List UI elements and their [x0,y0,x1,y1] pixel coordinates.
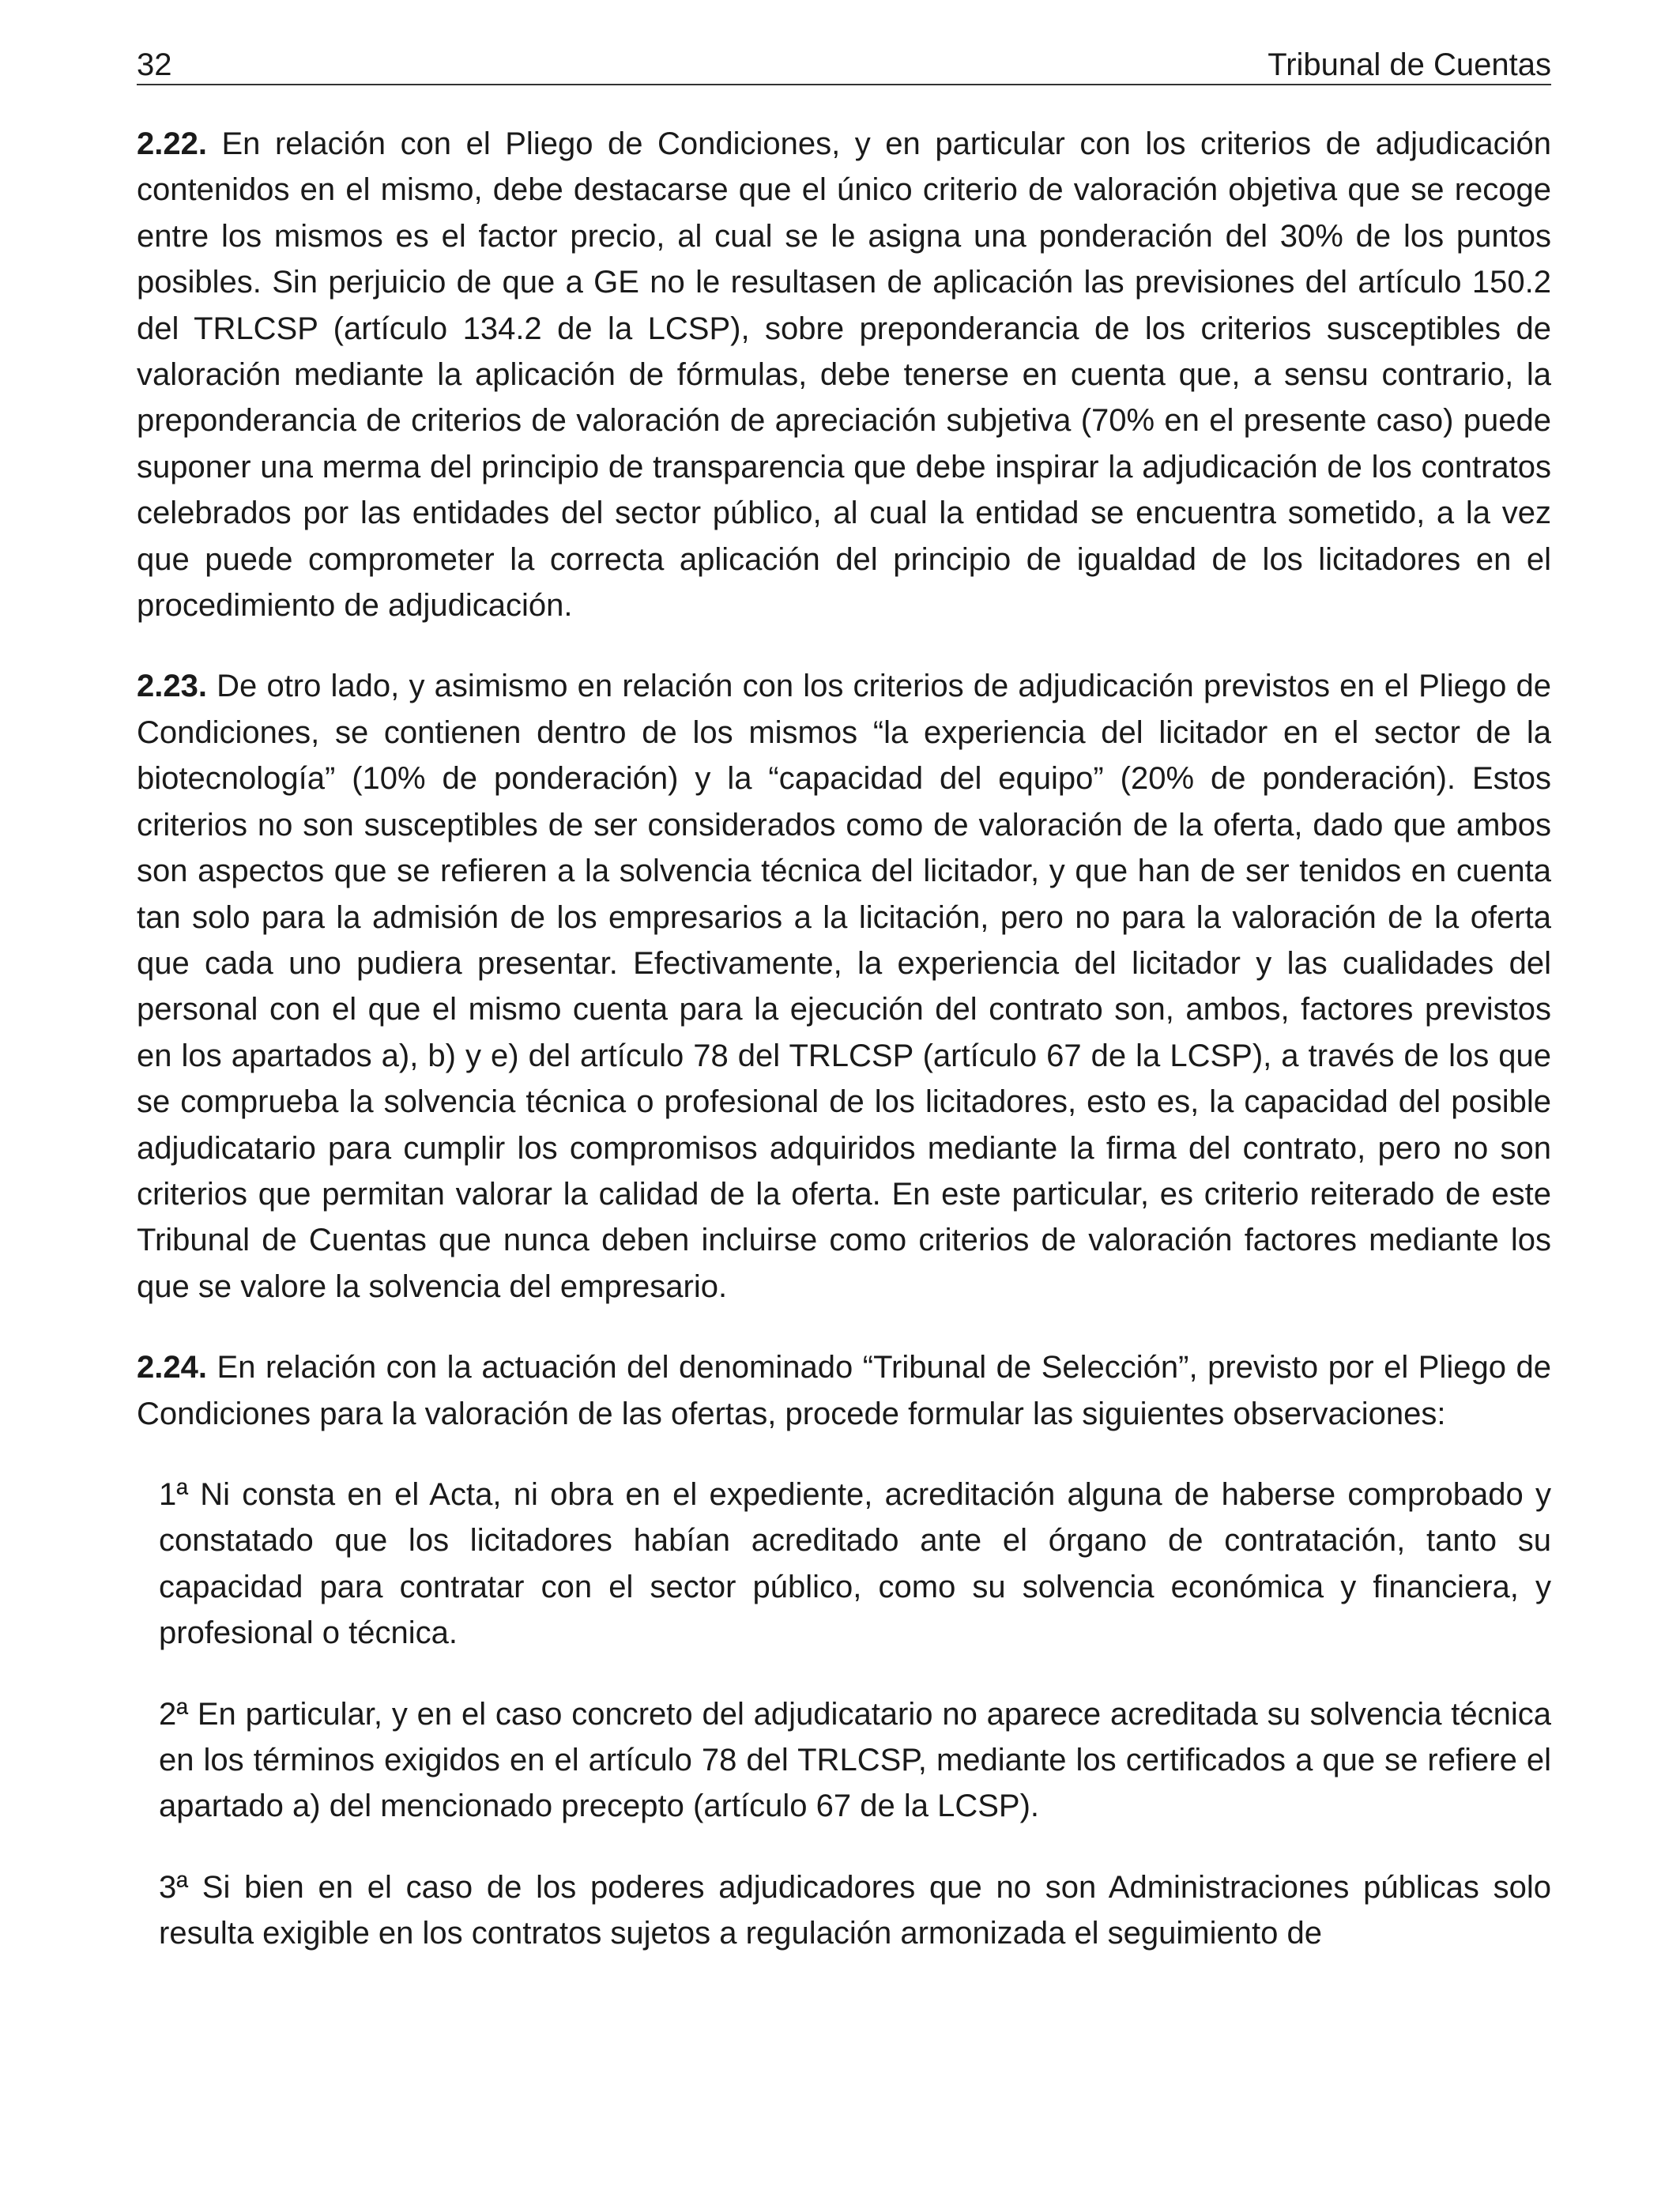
paragraph-number: 2.23. [137,669,217,704]
paragraph-2-24 [137,1344,1551,1437]
paragraph-text: En relación con el Pliego de Condiciones, y en particular con los criterios de adjudicación contenidos en el mismo, debe destacarse que el único criterio de valoración objetiva que se recoge entre los mismos es el factor precio, al cual se le asigna una ponderación del 30% de los puntos posibles. Sin perjuicio de que a GE no le resultasen de aplicación las previsiones del artículo 150.2 del TRLCSP (artículo 134.2 de la LCSP), sobre preponderancia de los criterios susceptibles de valoración mediante la aplicación de fórmulas, debe tenerse en cuenta que, a sensu contrario, la preponderancia de criterios de valoración de apreciación subjetiva (70% en el presente caso) puede suponer una merma del principio de transparencia que debe inspirar la adjudicación de los contratos celebrados por las entidades del sector público, al cual la entidad se encuentra sometido, a la vez que puede comprometer la correcta aplicación del principio de igualdad de los licitadores en el procedimiento de adjudicación. [137,126,1552,624]
paragraph-number: 2.22. [137,126,222,161]
page-number: 32 [137,47,172,82]
paragraph-text: De otro lado, y asimismo en relación con los criterios de adjudicación previstos en el Pliego de Condiciones, se contienen dentro de los mismos “la experiencia del licitador en el sector de la biotecnología” (10% de ponderación) y la “capacidad del equipo” (20% de ponderación). Estos criterios no son susceptibles de ser considerados como de valoración de la oferta, dado que ambos son aspectos que se refieren a la solvencia técnica del licitador, y que han de ser tenidos en cuenta tan solo para la admisión de los empresarios a la licitación, pero no para la valoración de la oferta que cada uno pudiera presentar. Efectivamente, la experiencia del licitador y las cualidades del personal con el que el mismo cuenta para la ejecución del contrato son, ambos, factores previstos en los apartados a), b) y e) del artículo 78 del TRLCSP (artículo 67 de la LCSP), a través de los que se comprueba la solvencia técnica o profesional de los licitadores, esto es, la capacidad del posible adjudicatario para cumplir los compromisos adquiridos mediante la firma del contrato, pero no son criterios que permitan valorar la calidad de la oferta. En este particular, es criterio reiterado de este Tribunal de Cuentas que nunca deben incluirse como criterios de valoración factores mediante los que se valore la solvencia del empresario. [137,669,1551,1304]
page-header [137,40,1551,85]
paragraph-text: En relación con la actuación del denominado “Tribunal de Selección”, previsto por el Pliego de Condiciones para la valoración de las ofertas, procede formular las siguientes observaciones: [137,1350,1551,1431]
paragraph-2-22 [137,121,1551,628]
observation-item-1: 1ª Ni consta en el Acta, ni obra en el expediente, acreditación alguna de haberse comprobado y constatado que los licitadores habían acreditado ante el órgano de contratación, tanto su capacidad para contratar con el sector público, como su solvencia económica y financiera, y profesional o técnica. [159,1476,1551,1651]
observation-item-2: 2ª En particular, y en el caso concreto del adjudicatario no aparece acreditada su solvencia técnica en los términos exigidos en el artículo 78 del TRLCSP, mediante los certificados a que se refiere el apartado a) del mencionado precepto (artículo 67 de la LCSP). [159,1696,1551,1824]
document-page [137,40,1551,1992]
running-title: Tribunal de Cuentas [1268,47,1551,82]
document-body [137,121,1551,1957]
observation-item-3: 3ª Si bien en el caso de los poderes adjudicadores que no son Administraciones públicas solo resulta exigible en los contratos sujetos a regulación armonizada el seguimiento de [159,1869,1551,1951]
paragraph-2-23 [137,663,1551,1310]
paragraph-number: 2.24. [137,1350,217,1385]
